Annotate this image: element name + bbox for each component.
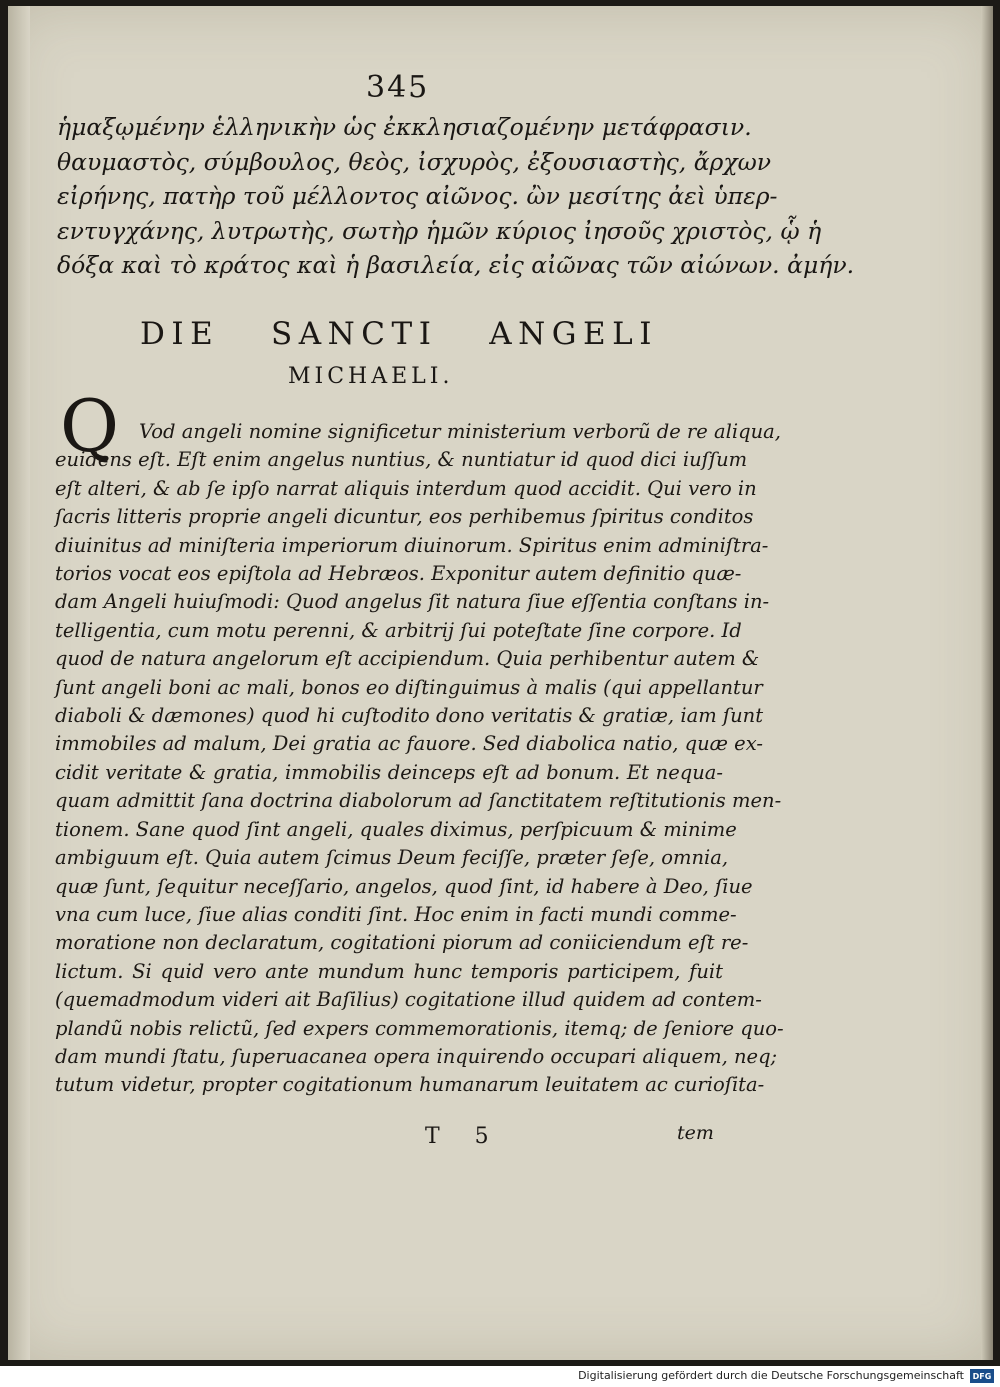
- latin-body-text: [55, 418, 784, 1100]
- body-line: ambiguum eſt. Quia autem ſcimus Deum feciſſe, præter ſeſe, omnia,: [55, 846, 729, 870]
- dfg-logo-icon[interactable]: DFG: [970, 1369, 994, 1383]
- page-number: 345: [366, 70, 430, 105]
- body-line: eſt alteri, & ab ſe ipſo narrat aliquis interdum quod accidit. Qui vero in: [55, 476, 757, 500]
- section-subheading: MICHAELI.: [288, 364, 454, 389]
- body-line: (quemadmodum videri ait Baſilius) cogitatione illud quidem ad contem-: [55, 988, 762, 1012]
- page-edge-shadow: [981, 6, 993, 1360]
- greek-line: ἡμαξῳμένην ἑλληνικὴν ὡς ἐκκλησιαζομένην μετάφρασιν.: [57, 113, 752, 141]
- body-line: vna cum luce, ſiue alias conditi ſint. Hoc enim in facti mundi comme-: [55, 902, 737, 926]
- body-line: euidens eſt. Eſt enim angelus nuntius, & nuntiatur id quod dici iuſſum: [55, 448, 748, 472]
- greek-line: εντυγχάνης, λυτρωτὴς, σωτὴρ ἡμῶν κύριος ἰησοῦς χριστὸς, ᾧ ἡ: [57, 216, 822, 245]
- body-line: diaboli & dæmones) quod hi cuſtodito dono veritatis & gratiæ, iam ſunt: [55, 704, 764, 728]
- signature-mark: T 5: [425, 1124, 503, 1149]
- body-line: tutum videtur, propter cogitationum humanarum leuitatem ac curioſita-: [55, 1073, 765, 1097]
- footer-credit: Digitalisierung gefördert durch die Deutsche Forschungsgemeinschaft: [578, 1369, 964, 1382]
- drop-cap-initial: Q: [60, 384, 120, 468]
- page-gutter-shadow: [8, 6, 30, 1360]
- digitization-footer: [0, 1366, 1000, 1387]
- body-line: ſunt angeli boni ac mali, bonos eo diſtinguimus à malis (qui appellantur: [55, 675, 763, 699]
- greek-line: θαυμαστὸς, σύμβουλος, θεὸς, ἰσχυρὸς, ἐξουσιαστὴς, ἄρχων: [57, 147, 772, 176]
- greek-line: δόξα καὶ τὸ κράτος καὶ ἡ βασιλεία, εἰς αἰῶνας τῶν αἰώνων. ἀμήν.: [57, 251, 855, 280]
- body-line: quam admittit ſana doctrina diabolorum ad ſanctitatem reſtitutionis men-: [55, 789, 782, 813]
- body-line: telligentia, cum motu perenni, & arbitrij ſui poteſtate ſine corpore. Id: [55, 618, 742, 642]
- body-line: moratione non declaratum, cogitationi piorum ad coniiciendum eſt re-: [55, 931, 749, 955]
- body-line: diuinitus ad miniſteria imperiorum diuinorum. Spiritus enim adminiſtra-: [55, 533, 769, 557]
- greek-line: εἰρήνης, πατὴρ τοῦ μέλλοντος αἰῶνος. ὢν μεσίτης ἀεὶ ὑπερ-: [57, 182, 778, 211]
- section-heading: DIE SANCTI ANGELI: [140, 316, 658, 352]
- body-line: immobiles ad malum, Dei gratia ac fauore. Sed diabolica natio, quæ ex-: [55, 732, 763, 756]
- body-line: plandũ nobis relictũ, ſed expers commemorationis, itemq; de ſeniore quo-: [55, 1016, 784, 1040]
- body-line: dam Angeli huiuſmodi: Quod angelus ſit natura ſiue eſſentia conſtans in-: [55, 590, 770, 614]
- body-line: dam mundi ſtatu, ſuperuacanea opera inquirendo occupari aliquem, neq;: [55, 1044, 778, 1068]
- greek-text-block: [57, 110, 855, 283]
- body-line: lictum. Si quid vero ante mundum hunc temporis participem, fuit: [55, 959, 723, 983]
- body-line: Vod angeli nomine significetur ministerium verborũ de re aliqua,: [139, 420, 781, 443]
- body-line: cidit veritate & gratia, immobilis deinceps eſt ad bonum. Et nequa-: [55, 760, 723, 784]
- body-line: torios vocat eos epiſtola ad Hebræos. Exponitur autem definitio quæ-: [55, 562, 742, 586]
- body-line: quod de natura angelorum eſt accipiendum. Quia perhibentur autem &: [55, 647, 760, 671]
- catchword: tem: [677, 1122, 714, 1144]
- body-line: quæ ſunt, ſequitur neceſſario, angelos, quod ſint, id habere à Deo, ſiue: [55, 874, 753, 898]
- body-line: tionem. Sane quod ſint angeli, quales diximus, perſpicuum & minime: [55, 817, 737, 841]
- body-line: ſacris litteris proprie angeli dicuntur, eos perhibemus ſpiritus conditos: [55, 505, 754, 529]
